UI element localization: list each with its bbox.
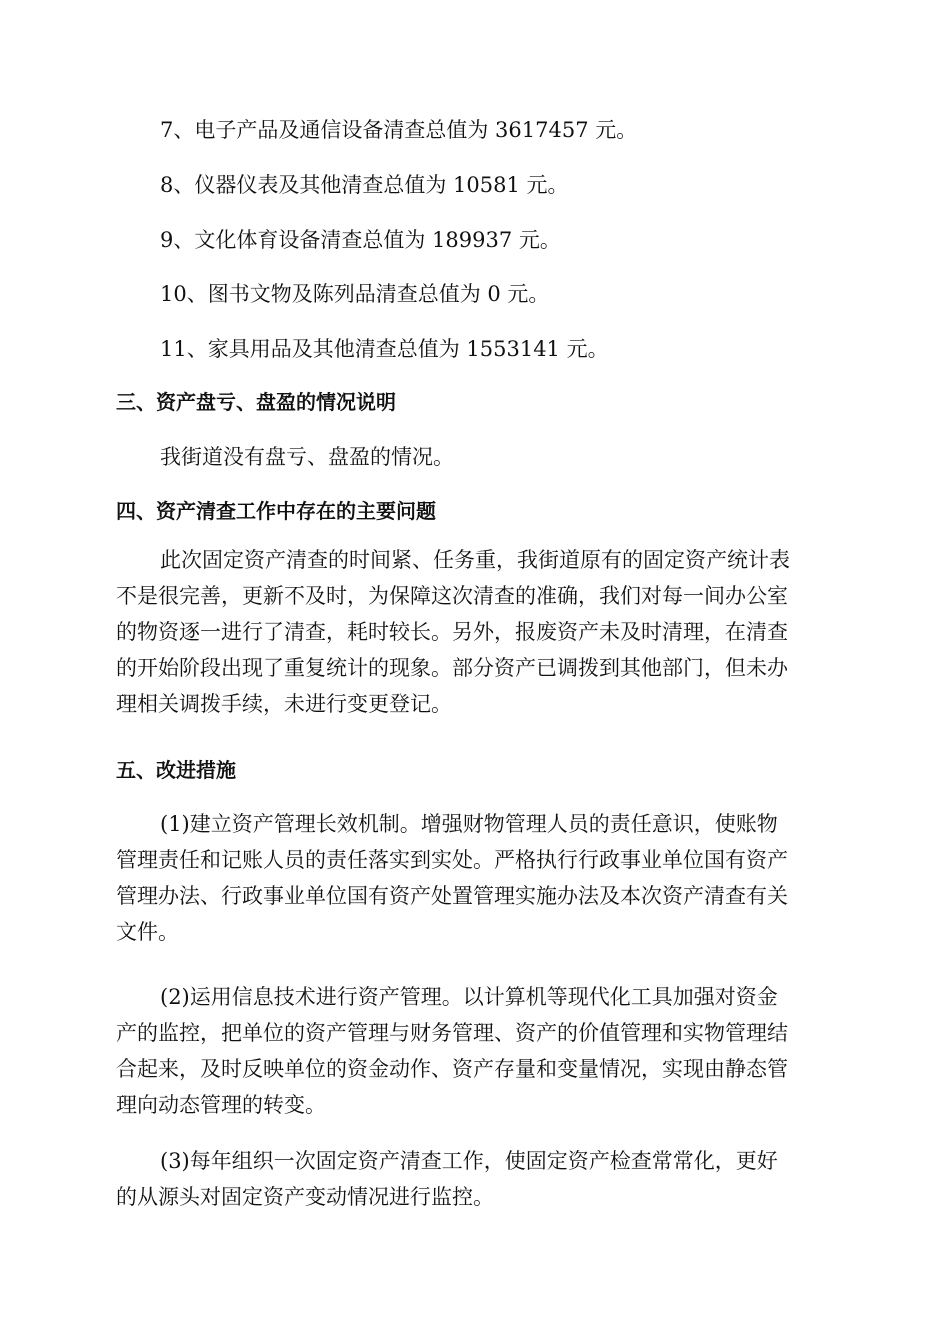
paragraph-line: 理相关调拨手续，未进行变更登记。 — [116, 692, 452, 716]
list-item: 10、图书文物及陈列品清查总值为 0 元。 — [160, 282, 550, 306]
list-item: 11、家具用品及其他清查总值为 1553141 元。 — [160, 337, 609, 361]
paragraph-line: 合起来，及时反映单位的资金动作、资产存量和变量情况，实现由静态管 — [116, 1057, 788, 1081]
section-heading: 三、资产盘亏、盘盈的情况说明 — [116, 390, 396, 414]
paragraph-line: 不是很完善，更新不及时，为保障这次清查的准确，我们对每一间办公室 — [116, 584, 788, 608]
section-heading: 五、改进措施 — [116, 758, 236, 782]
paragraph-line: 的从源头对固定资产变动情况进行监控。 — [116, 1185, 494, 1209]
paragraph-line: (3)每年组织一次固定资产清查工作，使固定资产检查常常化，更好 — [160, 1149, 778, 1173]
paragraph-line: 的物资逐一进行了清查，耗时较长。另外，报废资产未及时清理，在清查 — [116, 620, 788, 644]
paragraph-line: 管理办法、行政事业单位国有资产处置管理实施办法及本次资产清查有关 — [116, 884, 788, 908]
list-item: 9、文化体育设备清查总值为 189937 元。 — [160, 228, 561, 252]
paragraph-line: 管理责任和记账人员的责任落实到实处。严格执行行政事业单位国有资产 — [116, 848, 788, 872]
paragraph-line: 此次固定资产清查的时间紧、任务重，我街道原有的固定资产统计表 — [160, 548, 790, 572]
paragraph-line: 理向动态管理的转变。 — [116, 1093, 326, 1117]
list-item: 8、仪器仪表及其他清查总值为 10581 元。 — [160, 173, 569, 197]
section-heading: 四、资产清查工作中存在的主要问题 — [116, 499, 436, 523]
paragraph-line: (1)建立资产管理长效机制。增强财物管理人员的责任意识，使账物 — [160, 812, 778, 836]
paragraph-line: (2)运用信息技术进行资产管理。以计算机等现代化工具加强对资金 — [160, 985, 778, 1009]
list-item: 7、电子产品及通信设备清查总值为 3617457 元。 — [160, 118, 638, 142]
paragraph-line: 的开始阶段出现了重复统计的现象。部分资产已调拨到其他部门，但未办 — [116, 656, 788, 680]
paragraph-line: 我街道没有盘亏、盘盈的情况。 — [160, 445, 454, 469]
paragraph-line: 产的监控，把单位的资产管理与财务管理、资产的价值管理和实物管理结 — [116, 1021, 788, 1045]
paragraph-line: 文件。 — [116, 920, 179, 944]
